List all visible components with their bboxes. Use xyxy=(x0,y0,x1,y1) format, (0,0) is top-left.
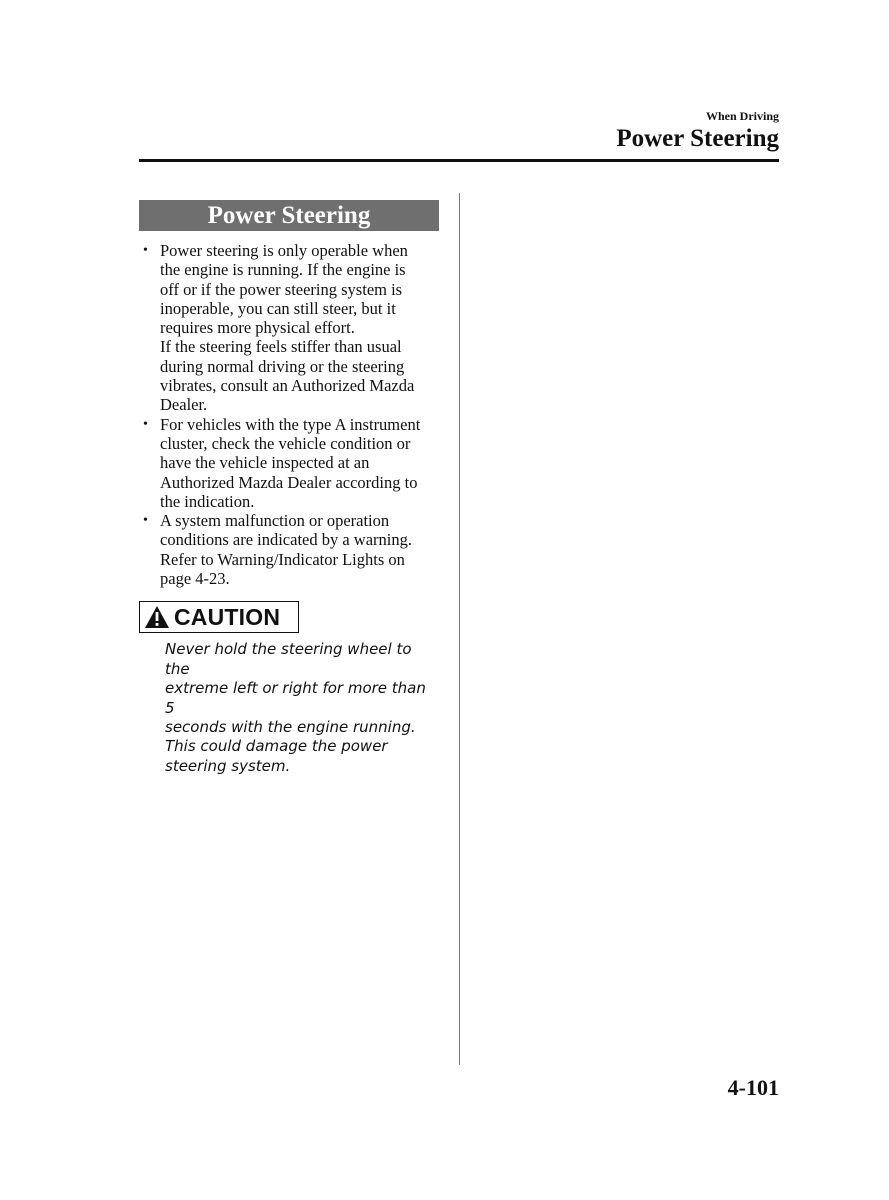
caution-line: This could damage the power xyxy=(165,737,388,756)
bullet-line: Refer to Warning/Indicator Lights on xyxy=(160,549,405,569)
caution-line: seconds with the engine running. xyxy=(165,717,416,736)
page-number: 4-101 xyxy=(727,1075,779,1100)
section-heading: Power Steering xyxy=(139,200,439,231)
caution-text xyxy=(165,640,440,776)
chapter-title: Power Steering xyxy=(616,125,779,152)
caution-box xyxy=(139,601,439,776)
bullet-line: have the vehicle inspected at an xyxy=(160,453,370,473)
bullet-line: requires more physical effort. xyxy=(160,318,355,338)
bullet-line: page 4-23. xyxy=(160,569,230,589)
bullet-item xyxy=(139,241,439,415)
bullet-line: cluster, check the vehicle condition or xyxy=(160,433,411,453)
bullet-line: Power steering is only operable when xyxy=(160,241,408,260)
caution-line: steering system. xyxy=(165,756,291,775)
bullet-line: Authorized Mazda Dealer according to xyxy=(160,472,418,492)
warning-triangle-icon xyxy=(144,605,170,629)
section-title: When Driving xyxy=(705,109,779,123)
bullet-list xyxy=(139,241,439,588)
column-divider xyxy=(459,193,460,1065)
bullet-line: conditions are indicated by a warning. xyxy=(160,530,413,550)
bullet-line: the indication. xyxy=(160,491,255,511)
caution-title: CAUTION xyxy=(174,603,281,630)
bullet-icon: • xyxy=(143,416,148,432)
bullet-line: the engine is running. If the engine is xyxy=(160,260,406,280)
bullet-line: vibrates, consult an Authorized Mazda xyxy=(160,376,415,396)
bullet-line: inoperable, you can still steer, but it xyxy=(160,298,396,318)
bullet-line: off or if the power steering system is xyxy=(160,279,403,299)
bullet-line: during normal driving or the steering xyxy=(160,356,405,376)
bullet-line: A system malfunction or operation xyxy=(160,511,390,531)
header-rule xyxy=(139,159,779,162)
running-header xyxy=(616,108,779,154)
caution-line: extreme left or right for more than 5 xyxy=(165,679,426,717)
bullet-icon: • xyxy=(143,243,148,258)
caution-label xyxy=(139,601,299,633)
bullet-item xyxy=(139,415,439,511)
bullet-icon: • xyxy=(143,513,148,529)
caution-line: Never hold the steering wheel to the xyxy=(165,640,412,678)
bullet-item xyxy=(139,511,439,588)
bullet-line: If the steering feels stiffer than usual xyxy=(160,337,402,357)
bullet-line: Dealer. xyxy=(160,395,208,415)
bullet-line: For vehicles with the type A instrument xyxy=(160,414,421,434)
left-column xyxy=(139,200,439,776)
